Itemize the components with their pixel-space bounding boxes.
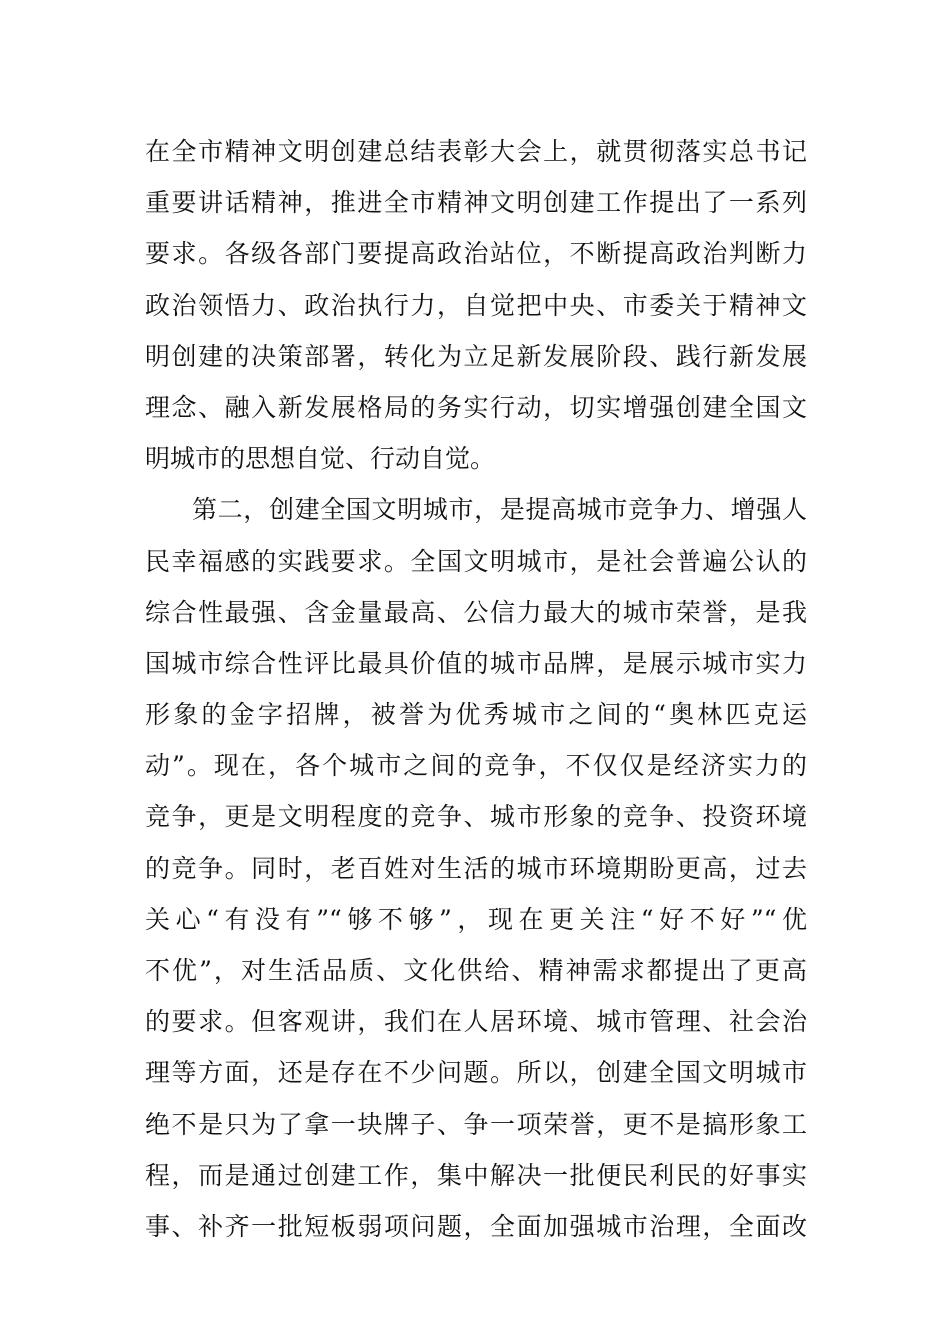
text-line: 动”。现在，各个城市之间的竞争，不仅仅是经济实力的 xyxy=(145,751,807,781)
text-line: 形象的金字招牌，被誉为优秀城市之间的“奥林匹克运 xyxy=(145,700,807,730)
text-line: 不优”，对生活品质、文化供给、精神需求都提出了更高 xyxy=(145,956,807,985)
text-line: 第二，创建全国文明城市，是提高城市竞争力、增强人 xyxy=(192,495,807,525)
text-line: 政治领悟力、政治执行力，自觉把中央、市委关于精神文 xyxy=(145,290,807,320)
paragraph-1 xyxy=(145,126,807,484)
text-line: 在全市精神文明创建总结表彰大会上，就贯彻落实总书记 xyxy=(145,137,807,166)
text-line: 绝不是只为了拿一块牌子、争一项荣誉，更不是搞形象工 xyxy=(145,1109,807,1139)
text-line: 国城市综合性评比最具价值的城市品牌，是展示城市实力 xyxy=(145,648,807,678)
text-line: 的要求。但客观讲，我们在人居环境、城市管理、社会治 xyxy=(145,1007,807,1037)
text-line: 事、补齐一批短板弱项问题，全面加强城市治理，全面改 xyxy=(145,1211,807,1241)
body-text xyxy=(145,126,807,1252)
text-line: 理等方面，还是存在不少问题。所以，创建全国文明城市 xyxy=(145,1058,807,1088)
text-line: 重要讲话精神，推进全市精神文明创建工作提出了一系列 xyxy=(145,188,807,218)
text-line: 明创建的决策部署，转化为立足新发展阶段、践行新发展 xyxy=(145,341,807,371)
text-line: 理念、融入新发展格局的务实行动，切实增强创建全国文 xyxy=(145,392,807,422)
text-line: 明城市的思想自觉、行动自觉。 xyxy=(145,444,496,474)
text-line: 关心“有没有”“够不够”，现在更关注“好不好”“优 xyxy=(145,904,807,934)
text-line: 的竞争。同时，老百姓对生活的城市环境期盼更高，过去 xyxy=(145,853,807,883)
text-line: 民幸福感的实践要求。全国文明城市，是社会普遍公认的 xyxy=(145,546,807,576)
text-line: 要求。各级各部门要提高政治站位，不断提高政治判断力 xyxy=(145,239,807,269)
text-line: 竞争，更是文明程度的竞争、城市形象的竞争、投资环境 xyxy=(145,802,807,832)
paragraph-2 xyxy=(145,484,807,1252)
text-line: 综合性最强、含金量最高、公信力最大的城市荣誉，是我 xyxy=(145,597,807,627)
text-line: 程，而是通过创建工作，集中解决一批便民利民的好事实 xyxy=(145,1160,807,1190)
